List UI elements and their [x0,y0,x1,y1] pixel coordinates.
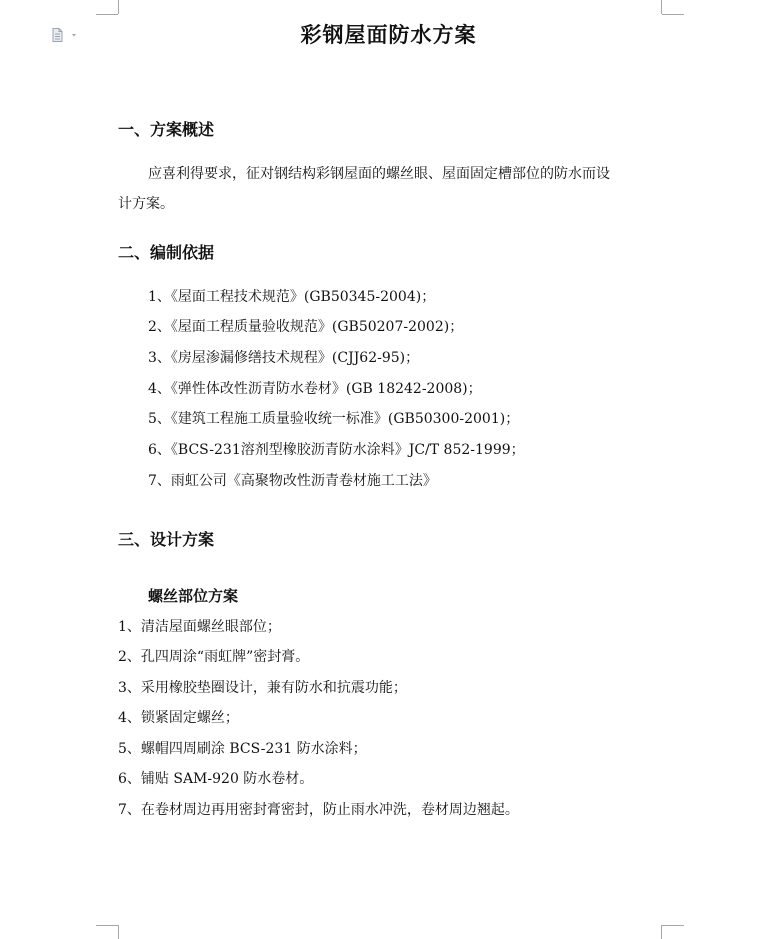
crop-mark-top-right-v [661,0,662,14]
overview-paragraph-line-2: 计方案。 [118,196,174,212]
step-item: 1、清洁屋面螺丝眼部位； [118,619,281,635]
reference-item: 4、《弹性体改性沥青防水卷材》(GB 18242-2008)； [148,381,482,397]
reference-item: 7、雨虹公司《高聚物改性沥青卷材施工工法》 [148,473,437,489]
reference-item: 6、《BCS-231溶剂型橡胶沥青防水涂料》JC/T 852-1999； [148,442,525,458]
reference-item: 1、《屋面工程技术规范》(GB50345-2004)； [148,289,436,305]
section-heading-overview: 一、方案概述 [118,120,215,139]
page-title: 彩钢屋面防水方案 [300,22,477,47]
step-item: 3、采用橡胶垫圈设计，兼有防水和抗震功能； [118,680,407,696]
section-heading-design: 三、设计方案 [118,530,215,549]
step-item: 7、在卷材周边再用密封膏密封，防止雨水冲洗，卷材周边翘起。 [118,802,519,818]
reference-item: 3、《房屋渗漏修缮技术规程》(CJJ62-95)； [148,350,420,366]
step-item: 2、孔四周涂“雨虹牌”密封膏。 [118,649,310,665]
step-item: 4、锁紧固定螺丝； [118,710,239,726]
crop-mark-bottom-left-v [118,925,119,939]
subsection-heading-screw: 螺丝部位方案 [148,587,239,605]
reference-item: 5、《建筑工程施工质量验收统一标准》(GB50300-2001)； [148,411,520,427]
step-item: 6、铺贴 SAM-920 防水卷材。 [118,771,314,787]
crop-mark-bottom-left-h [96,925,118,926]
crop-mark-top-left-v [118,0,119,14]
reference-item: 2、《屋面工程质量验收规范》(GB50207-2002)； [148,319,464,335]
crop-mark-bottom-right-h [662,925,684,926]
crop-mark-bottom-right-v [661,925,662,939]
crop-mark-top-right-h [662,14,684,15]
section-heading-basis: 二、编制依据 [118,243,215,262]
overview-paragraph-line-1: 应喜利得要求，征对钢结构彩钢屋面的螺丝眼、屋面固定槽部位的防水而设 [148,166,610,182]
crop-mark-top-left-h [96,14,118,15]
step-item: 5、螺帽四周刷涂 BCS-231 防水涂料； [118,741,367,757]
